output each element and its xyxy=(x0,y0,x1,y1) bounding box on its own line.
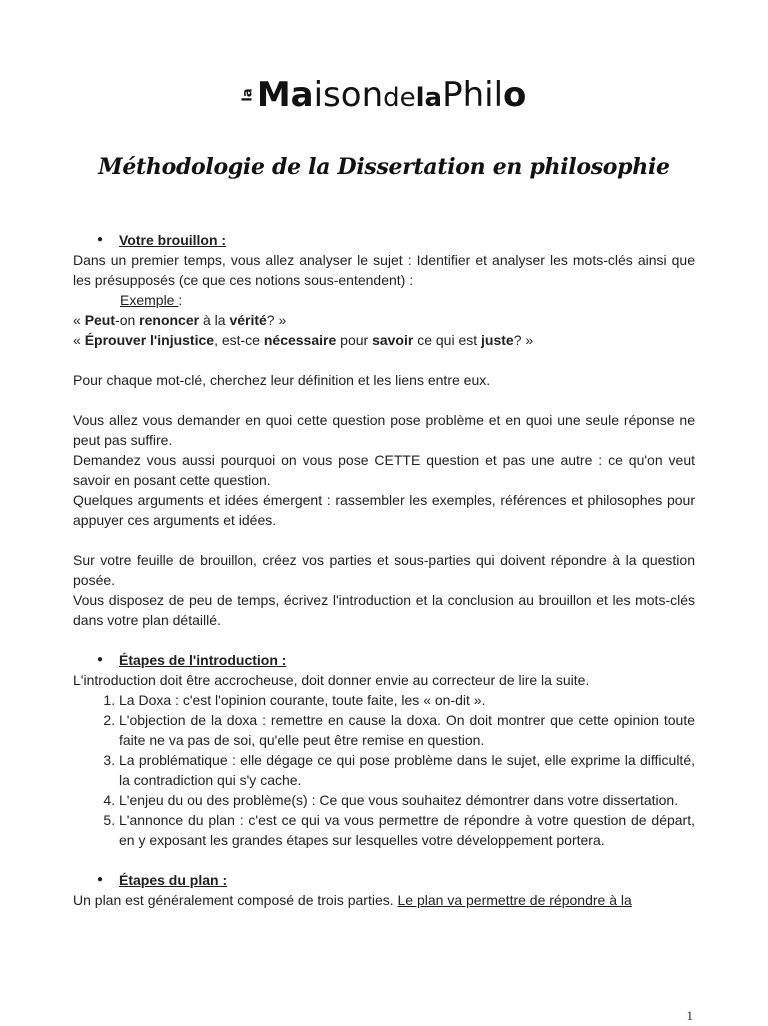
ex1-bold: Peut xyxy=(84,312,116,328)
logo-la: la xyxy=(415,83,443,113)
ex2-bold: Éprouver l'injustice xyxy=(84,332,215,348)
list-item: 4. L'enjeu du ou des problème(s) : Ce que vous souhaitez démontrer dans votre dissertation. xyxy=(119,790,695,810)
ex2-text: « xyxy=(73,332,85,348)
paragraph-definition: Pour chaque mot-clé, cherchez leur définition et les liens entre eux. xyxy=(73,372,491,388)
example-line xyxy=(73,290,695,310)
plan-lead-underlined: Le plan va permettre de répondre à la xyxy=(397,892,632,908)
list-item: 5. L'annonce du plan : c'est ce qui va vous permettre de répondre à votre question de départ, en y exposant les grandes étapes sur lesquelles votre développement portera. xyxy=(119,810,695,850)
list-item: 1. La Doxa : c'est l'opinion courante, toute faite, les « on-dit ». xyxy=(119,690,695,710)
logo-o: o xyxy=(503,75,527,115)
logo-la-vertical: la xyxy=(240,87,256,102)
brouillon-intro: Dans un premier temps, vous allez analyser le sujet : Identifier et analyser les mots-clés ainsi que les présupposés (ce que ces notions sous-entendent) : xyxy=(73,252,695,288)
list-item: 3. La problématique : elle dégage ce qui pose problème dans le sujet, elle exprime la difficulté, la contradiction qui s'y cache. xyxy=(119,750,695,790)
logo-ison: ison xyxy=(313,75,384,115)
example-colon: : xyxy=(178,292,183,308)
ex2-bold: nécessaire xyxy=(263,332,337,348)
heading-brouillon: ● Votre brouillon : xyxy=(73,230,695,250)
document-body xyxy=(73,230,695,910)
logo-maison-de-la-philo xyxy=(0,74,768,119)
example-1 xyxy=(73,310,695,330)
list-item: 2. L'objection de la doxa : remettre en cause la doxa. On doit montrer que cette opinion toute faite ne va pas de soi, qu'elle peut être remise en question. xyxy=(119,710,695,750)
ex1-bold: renoncer xyxy=(139,312,200,328)
ex1-text: « xyxy=(73,312,85,328)
ex2-text: , est-ce xyxy=(214,332,264,348)
paragraph-probleme: Vous allez vous demander en quoi cette question pose problème et en quoi une seule réponse ne peut pas suffire. xyxy=(73,412,695,448)
paragraph-pourquoi: Demandez vous aussi pourquoi on vous pose CETTE question et pas une autre : ce qu'on veut savoir en posant cette question. xyxy=(73,452,695,488)
ex2-text: pour xyxy=(336,332,373,348)
ex1-text: à la xyxy=(199,312,230,328)
paragraph-arguments: Quelques arguments et idées émergent : rassembler les exemples, références et philosophes pour appuyer ces arguments et idées. xyxy=(73,492,695,528)
ex1-text: ? » xyxy=(266,312,287,328)
page-title: Méthodologie de la Dissertation en philosophie xyxy=(98,154,670,180)
example-label: Exemple xyxy=(120,292,179,308)
plan-lead xyxy=(73,890,695,910)
paragraph-temps: Vous disposez de peu de temps, écrivez l'introduction et la conclusion au brouillon et les mots-clés dans votre plan détaillé. xyxy=(73,592,695,628)
ex2-bold: savoir xyxy=(372,332,414,348)
page-number: 1 xyxy=(686,1008,693,1023)
ex2-text: ? » xyxy=(513,332,534,348)
heading-introduction: ● Étapes de l'introduction : xyxy=(73,650,695,670)
paragraph-parties: Sur votre feuille de brouillon, créez vos parties et sous-parties qui doivent répondre à la question posée. xyxy=(73,552,695,588)
heading-plan: ● Étapes du plan : xyxy=(73,870,695,890)
logo-phil: Phil xyxy=(442,75,504,115)
ex2-text: ce qui est xyxy=(413,332,482,348)
introduction-lead: L'introduction doit être accrocheuse, doit donner envie au correcteur de lire la suite. xyxy=(73,672,590,688)
ex2-bold: juste xyxy=(481,332,514,348)
ex1-bold: vérité xyxy=(229,312,267,328)
logo-ma: Ma xyxy=(256,75,314,115)
introduction-steps xyxy=(73,690,695,850)
plan-lead-plain: Un plan est généralement composé de trois parties. xyxy=(73,892,398,908)
example-2 xyxy=(73,330,695,350)
ex1-text: -on xyxy=(115,312,140,328)
logo-de: de xyxy=(383,83,416,113)
